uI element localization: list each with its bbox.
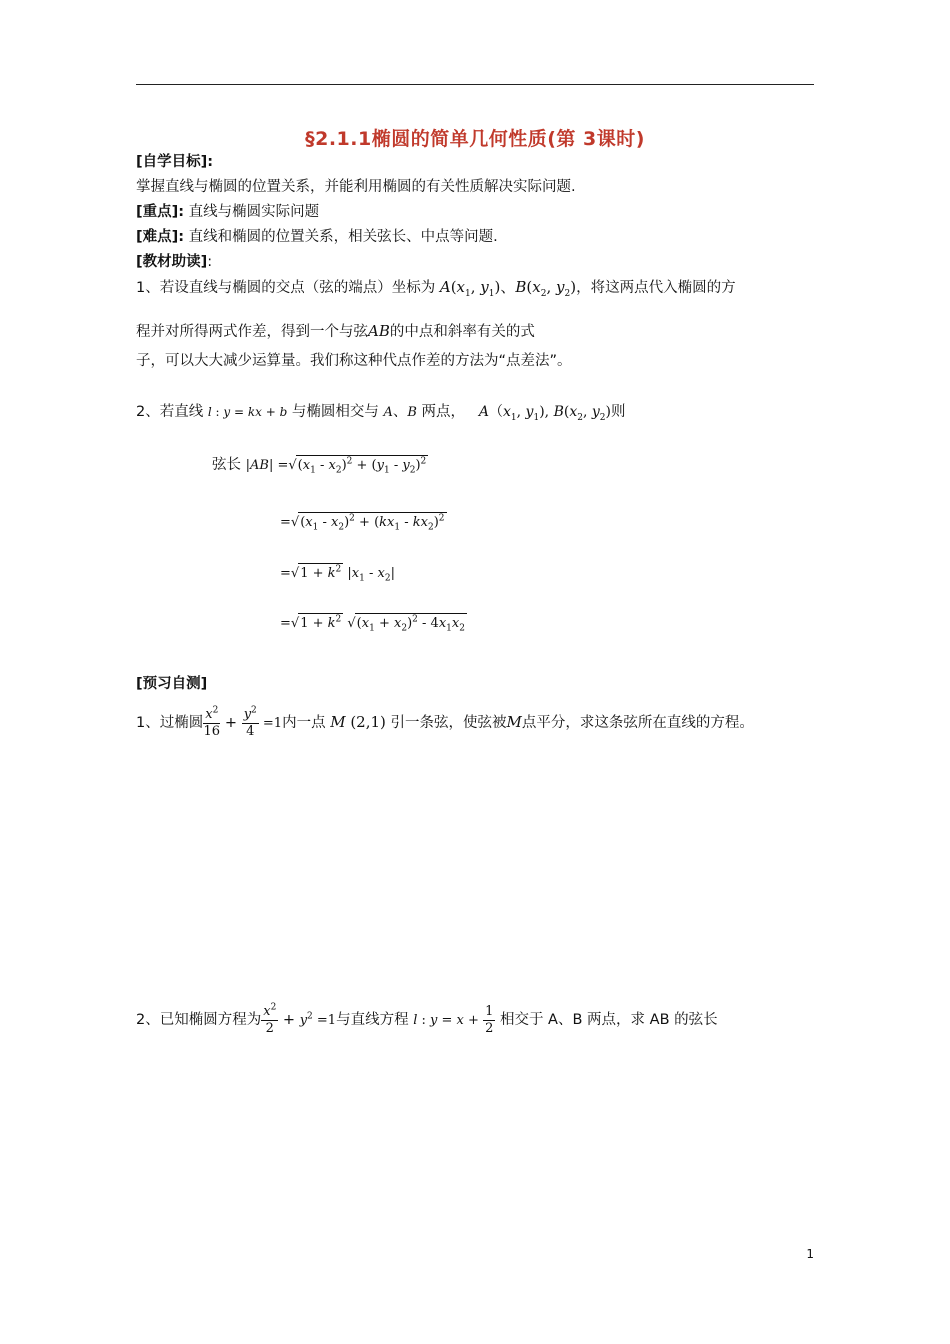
point-m-formula: M (2,1) xyxy=(330,713,386,731)
ellipse-equation-formula: $\frac{x^2}{16}$ xyxy=(203,705,221,739)
page-number: 1 xyxy=(806,1247,814,1261)
difficulty-heading: [难点]: xyxy=(136,229,185,245)
question-1: 1、过椭圆 $\frac{x^2}{16}$ + $\frac{y^2}{4}$ =1内一点 M (2,1) 引一条弦，使弦被M点平分，求这条弦所在直线的方程。 xyxy=(136,705,754,739)
page-title: §2.1.1椭圆的简单几何性质(第 3课时) xyxy=(305,128,645,150)
chord-length-line-1: 弦长 $|AB| =√(x_1 - x_2)^2 + (y_1 - y_2)^2$ xyxy=(212,456,427,476)
item-2-line: 2、若直线 l : y = kx + b 与椭圆相交与 A、B 两点， $A(x_1$, $y_1$), $B(x_2$, $y_2$)则 xyxy=(136,404,626,423)
goal-text: 掌握直线与椭圆的位置关系，并能利用椭圆的有关性质解决实际问题. xyxy=(136,179,576,195)
header-rule xyxy=(136,84,814,85)
point-coords-formula: $A(x_1$, $y_1$)、$B(x_2$, $y_2$) xyxy=(439,278,577,299)
item-1-line-1: 1、若设直线与椭圆的交点（弦的端点）坐标为 $A(x_1$, $y_1$)、$B(x_2$, $y_2$)，将这两点代入椭圆的方 xyxy=(136,278,736,299)
line-equation-2-formula: l : y = x + xyxy=(413,1013,484,1028)
question-2: 2、已知椭圆方程为 $\frac{x^2}{2}$ + $y^2 =1$与直线方程 l : y = x + $\frac{1}{2}$ 相交于 A、B 两点，求 AB 的弦长 xyxy=(136,1002,718,1036)
chord-length-formula-3: $=√1 + k^2$ $|x_1 - x_2|$ xyxy=(280,564,395,584)
point-a-b-formula: A xyxy=(383,405,393,420)
key-heading: [重点]: xyxy=(136,204,185,220)
ellipse-equation-2-formula: $\frac{x^2}{2}$ xyxy=(263,1002,277,1036)
line-equation-formula: l : y = kx + b xyxy=(207,405,288,419)
intersection-points-formula: $A(x_1$, $y_1$), $B(x_2$, $y_2$) xyxy=(478,404,611,423)
reading-colon: : xyxy=(207,254,213,270)
item-1-line-3: 子，可以大大减少运算量。我们称这种代点作差的方法为“点差法”。 xyxy=(136,353,572,369)
preview-heading: [预习自测] xyxy=(136,676,208,692)
goal-heading: [自学目标]: xyxy=(136,154,214,170)
chord-length-formula-1: $|AB| =√(x_1 - x_2)^2 + (y_1 - y_2)^2$ xyxy=(245,456,427,476)
key-text: 直线与椭圆实际问题 xyxy=(188,204,320,220)
reading-heading: [教材助读] xyxy=(136,254,208,270)
chord-length-formula-4: $=√1 + k^2$ $√(x_1 + x_2)^2 - 4x_1x_2$ xyxy=(280,614,465,634)
difficulty-text: 直线和椭圆的位置关系，相关弦长、中点等问题. xyxy=(188,229,498,245)
item-1-line-2: 程并对所得两式作差，得到一个与弦AB的中点和斜率有关的式 xyxy=(136,322,535,340)
chord-length-formula-2: $=√(x_1 - x_2)^2 + (kx_1 - kx_2)^2$ xyxy=(280,513,445,533)
chord-ab-formula: AB xyxy=(368,322,390,340)
